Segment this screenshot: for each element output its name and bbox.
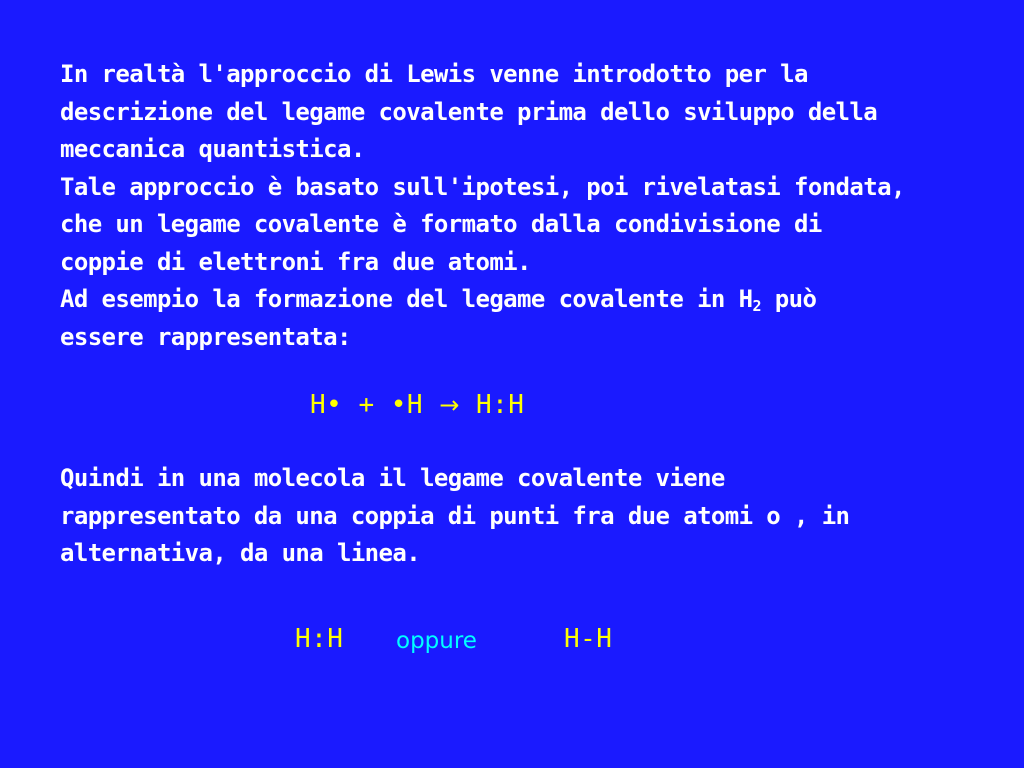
text-segment: può: [760, 285, 817, 313]
text-line: coppie di elettroni fra due atomi.: [60, 247, 531, 276]
line-representation: H-H: [564, 624, 613, 654]
subscript-2: 2: [752, 297, 761, 315]
text-line: che un legame covalente è formato dalla condivisione di: [60, 210, 822, 238]
text-line: essere rappresentata:: [60, 322, 351, 351]
text-line: rappresentato da una coppia di punti fra due atomi o , in: [60, 501, 850, 530]
h2-formation-equation: [310, 390, 524, 420]
text-line: Tale approccio è basato sull'ipotesi, poi rivelatasi fondata,: [60, 172, 905, 201]
equation-reactants: H• + •H: [310, 390, 424, 420]
text-line: Quindi in una molecola il legame covalente viene: [60, 464, 725, 492]
text-line: alternativa, da una linea.: [60, 539, 421, 567]
text-line-with-subscript: [60, 281, 1000, 319]
arrow-icon: →: [439, 391, 460, 419]
text-line: In realtà l'approccio di Lewis venne introdotto per la: [60, 60, 808, 88]
text-line: meccanica quantistica.: [60, 135, 365, 163]
text-line: descrizione del legame covalente prima dello sviluppo della: [60, 97, 878, 126]
equation-product: H:H: [476, 390, 525, 420]
dot-representation: H:H: [295, 624, 344, 654]
oppure-connector: oppure: [396, 628, 477, 654]
explanation-paragraph: [60, 460, 1000, 573]
intro-paragraph: [60, 56, 1000, 356]
text-segment: Ad esempio la formazione del legame covalente in H: [60, 285, 753, 313]
